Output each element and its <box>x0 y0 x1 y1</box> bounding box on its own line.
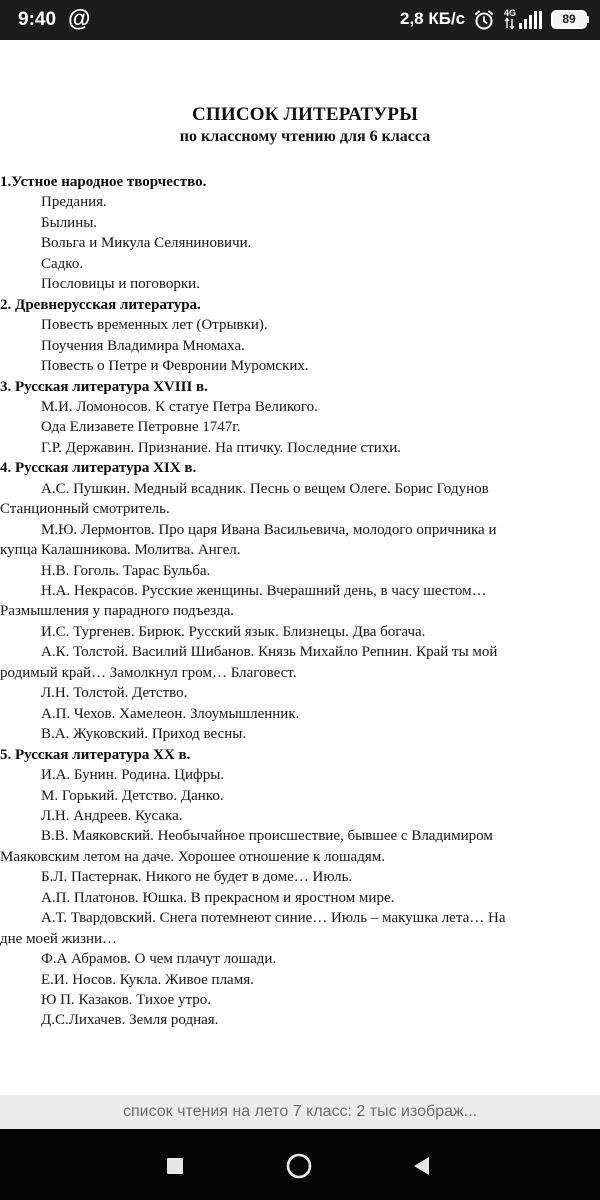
square-icon <box>166 1157 184 1175</box>
section-heading: 4. Русская литература XIX в. <box>0 460 197 476</box>
list-item: Повесть о Петре и Февронии Муромских. <box>41 358 309 374</box>
list-item: М.И. Ломоносов. К статуе Петра Великого. <box>41 399 318 415</box>
list-item: Станционный смотритель. <box>0 501 170 517</box>
page-subtitle: по классному чтению для 6 класса <box>179 128 431 145</box>
list-item: Маяковским летом на даче. Хорошее отношение к лошадям. <box>0 849 385 865</box>
list-item: А.Т. Твардовский. Снега потемнеют синие… Июль – макушка лета… На <box>41 910 506 926</box>
list-item: Д.С.Лихачев. Земля родная. <box>41 1012 219 1028</box>
list-item: Н.А. Некрасов. Русские женщины. Вчерашний день, в часу шестом… <box>41 583 487 599</box>
list-item: Л.Н. Андреев. Кусака. <box>41 808 183 824</box>
list-item: А.П. Платонов. Юшка. В прекрасном и яростном мире. <box>41 890 395 906</box>
section-heading: 1.Устное народное творчество. <box>0 174 207 190</box>
list-item: И.А. Бунин. Родина. Цифры. <box>41 767 225 783</box>
list-item: Б.Л. Пастернак. Никого не будет в доме… Июль. <box>41 869 353 885</box>
list-item: Былины. <box>41 215 98 231</box>
list-item: И.С. Тургенев. Бирюк. Русский язык. Близнецы. Два богача. <box>41 624 426 640</box>
network-speed: 2,8 КБ/с <box>400 9 466 28</box>
list-item: дне моей жизни… <box>0 931 118 947</box>
list-item: В.В. Маяковский. Необычайное происшествие, бывшее с Владимиром <box>41 828 493 844</box>
section-heading: 2. Древнерусская литература. <box>0 297 201 313</box>
back-button[interactable] <box>406 1151 436 1181</box>
list-item: М. Горький. Детство. Данко. <box>41 788 224 804</box>
list-item: Повесть временных лет (Отрывки). <box>41 317 268 333</box>
list-item: В.А. Жуковский. Приход весны. <box>41 726 247 742</box>
list-item: Ю П. Казаков. Тихое утро. <box>41 992 211 1008</box>
list-item: Н.В. Гоголь. Тарас Бульба. <box>41 563 211 579</box>
list-item: Садко. <box>41 256 84 272</box>
list-item: Пословицы и поговорки. <box>41 276 200 292</box>
list-item: родимый край… Замолкнул гром… Благовест. <box>0 665 297 681</box>
document-page[interactable] <box>0 40 600 1095</box>
list-item: М.Ю. Лермонтов. Про царя Ивана Васильевича, молодого опричника и <box>41 522 497 538</box>
page-title: СПИСОК ЛИТЕРАТУРЫ <box>191 104 419 125</box>
alarm-icon <box>473 9 495 36</box>
section-heading: 5. Русская литература XX в. <box>0 747 191 763</box>
list-item: Поучения Владимира Мномаха. <box>41 338 245 354</box>
back-triangle-icon <box>411 1155 431 1177</box>
image-caption[interactable]: список чтения на лето 7 класс: 2 тыс изображ... <box>0 1095 600 1129</box>
list-item: А.С. Пушкин. Медный всадник. Песнь о вещем Олеге. Борис Годунов <box>41 481 489 497</box>
list-item: купца Калашникова. Молитва. Ангел. <box>0 542 241 558</box>
network-type-label: 4G <box>504 8 517 18</box>
list-item: Л.Н. Толстой. Детство. <box>41 685 188 701</box>
list-item: Г.Р. Державин. Признание. На птичку. Последние стихи. <box>41 440 401 456</box>
list-item: Е.И. Носов. Кукла. Живое пламя. <box>41 972 254 988</box>
list-item: Предания. <box>41 194 107 210</box>
battery-icon: 89 <box>551 10 587 29</box>
navigation-bar <box>0 1129 600 1200</box>
signal-icon <box>504 6 546 39</box>
list-item: Ф.А Абрамов. О чем плачут лошади. <box>41 951 277 967</box>
circle-icon <box>284 1151 314 1181</box>
list-item: Вольга и Микула Селяниновичи. <box>41 235 252 251</box>
home-button[interactable] <box>284 1151 314 1181</box>
list-item: А.К. Толстой. Василий Шибанов. Князь Михайло Репнин. Край ты мой <box>41 644 498 660</box>
status-time: 9:40 <box>18 9 57 30</box>
list-item: Размышления у парадного подъезда. <box>0 603 234 619</box>
status-bar <box>0 0 600 40</box>
recents-button[interactable] <box>160 1151 190 1181</box>
at-notification-icon: @ <box>68 5 91 31</box>
section-heading: 3. Русская литература XVIII в. <box>0 379 208 395</box>
list-item: Ода Елизавете Петровне 1747г. <box>41 419 241 435</box>
list-item: А.П. Чехов. Хамелеон. Злоумышленник. <box>41 706 300 722</box>
